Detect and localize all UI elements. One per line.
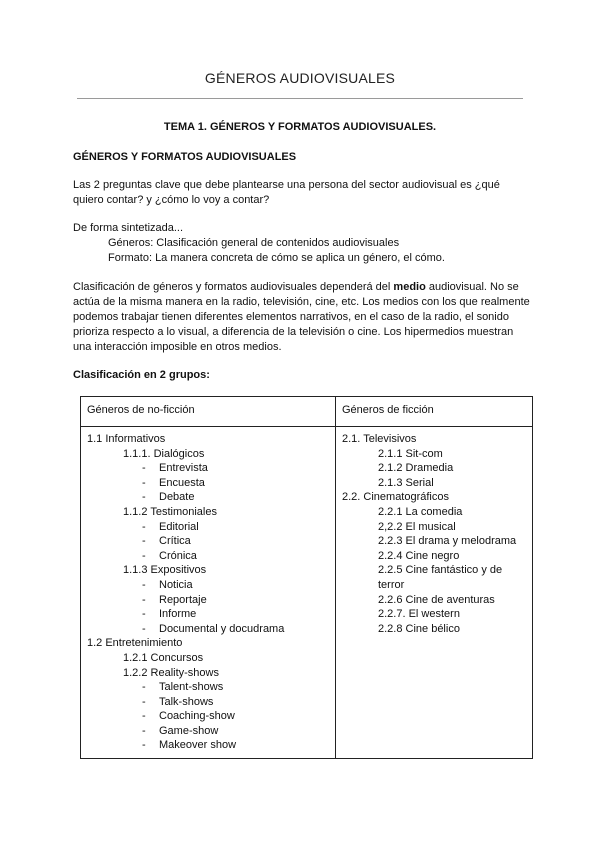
- synthesis-paragraph: De forma sintetizada...: [73, 222, 184, 234]
- list-item: 1.2.1 Concursos: [123, 651, 204, 664]
- list-item: - Talk-shows: [87, 695, 329, 710]
- section-heading: GÉNEROS Y FORMATOS AUDIOVISUALES: [73, 151, 297, 163]
- list-item: 2.2.1 La comedia: [378, 505, 463, 518]
- list-item: 2.1.3 Serial: [378, 476, 434, 489]
- list-item: - Encuesta: [87, 476, 329, 491]
- list-item: 1.1.1. Dialógicos: [123, 447, 205, 460]
- list-item: 2.2. Cinematográficos: [342, 491, 449, 504]
- table-header-row: [81, 397, 533, 427]
- list-item: - Documental y docudrama: [87, 622, 329, 637]
- list-item: 1.1.2 Testimoniales: [123, 505, 217, 518]
- classification-paragraph-end: audiovisual. No se actúa de la misma manera en la radio, televisión, cine, etc. Los medios con los que realmente podemos trabajar tienen diferentes elementos narrativos, en el caso de la radio, el sonido prioriza respecto a lo visual, a diferencia de la televisión o cine. Los hipermedios muestran una interacción imposible en otros medios.: [73, 281, 530, 353]
- list-item: 2.2.6 Cine de aventuras: [378, 593, 495, 606]
- list-item: 2.1.2 Dramedia: [378, 462, 454, 475]
- intro-paragraph: Las 2 preguntas clave que debe plantearse una persona del sector audiovisual es ¿qué quiero contar? y ¿cómo lo voy a contar?: [73, 179, 500, 206]
- list-item: - Game-show: [87, 724, 329, 739]
- list-item: - Makeover show: [87, 738, 329, 753]
- list-item: 2.2.5 Cine fantástico y de terror: [378, 564, 503, 591]
- list-item: - Noticia: [87, 578, 329, 593]
- nonfiction-header: Géneros de no-ficción: [81, 397, 336, 427]
- classification-paragraph-start: Clasificación de géneros y formatos audiovisuales dependerá del: [73, 281, 394, 293]
- page-header-title: GÉNEROS AUDIOVISUALES: [204, 70, 396, 86]
- formato-definition: Formato: La manera concreta de cómo se aplica un género, el cómo.: [108, 252, 445, 264]
- header-divider: [77, 98, 523, 99]
- fiction-header: Géneros de ficción: [336, 397, 533, 427]
- list-item: 2,2.2 El musical: [378, 520, 456, 533]
- fiction-cell: [336, 427, 533, 759]
- medio-bold-term: medio: [393, 281, 426, 293]
- genres-table: [80, 396, 533, 759]
- list-item: 2.2.3 El drama y melodrama: [378, 535, 517, 548]
- list-item: 2.2.8 Cine bélico: [378, 622, 460, 635]
- list-item: - Crónica: [87, 549, 329, 564]
- table-body-row: [81, 427, 533, 759]
- list-item: - Editorial: [87, 520, 329, 535]
- list-item: - Reportaje: [87, 593, 329, 608]
- nonfiction-cell: [81, 427, 336, 759]
- document-title: TEMA 1. GÉNEROS Y FORMATOS AUDIOVISUALES.: [163, 121, 437, 133]
- list-item: 2.2.7. El western: [378, 608, 460, 621]
- list-item: 1.1 Informativos: [87, 433, 166, 445]
- list-item: 1.2.2 Reality-shows: [123, 666, 219, 679]
- list-item: - Debate: [87, 490, 329, 505]
- list-item: 2.1. Televisivos: [342, 433, 417, 445]
- classification-heading: Clasificación en 2 grupos:: [73, 369, 210, 381]
- list-item: 2.2.4 Cine negro: [378, 549, 460, 562]
- list-item: - Entrevista: [87, 461, 329, 476]
- list-item: - Crítica: [87, 534, 329, 549]
- list-item: - Talent-shows: [87, 680, 329, 695]
- list-item: 1.2 Entretenimiento: [87, 637, 183, 650]
- generos-definition: Géneros: Clasificación general de contenidos audiovisuales: [108, 237, 400, 249]
- list-item: - Informe: [87, 607, 329, 622]
- list-item: 1.1.3 Expositivos: [123, 564, 207, 577]
- list-item: 2.1.1 Sit-com: [378, 447, 443, 460]
- classification-paragraph: [73, 280, 533, 355]
- list-item: - Coaching-show: [87, 709, 329, 724]
